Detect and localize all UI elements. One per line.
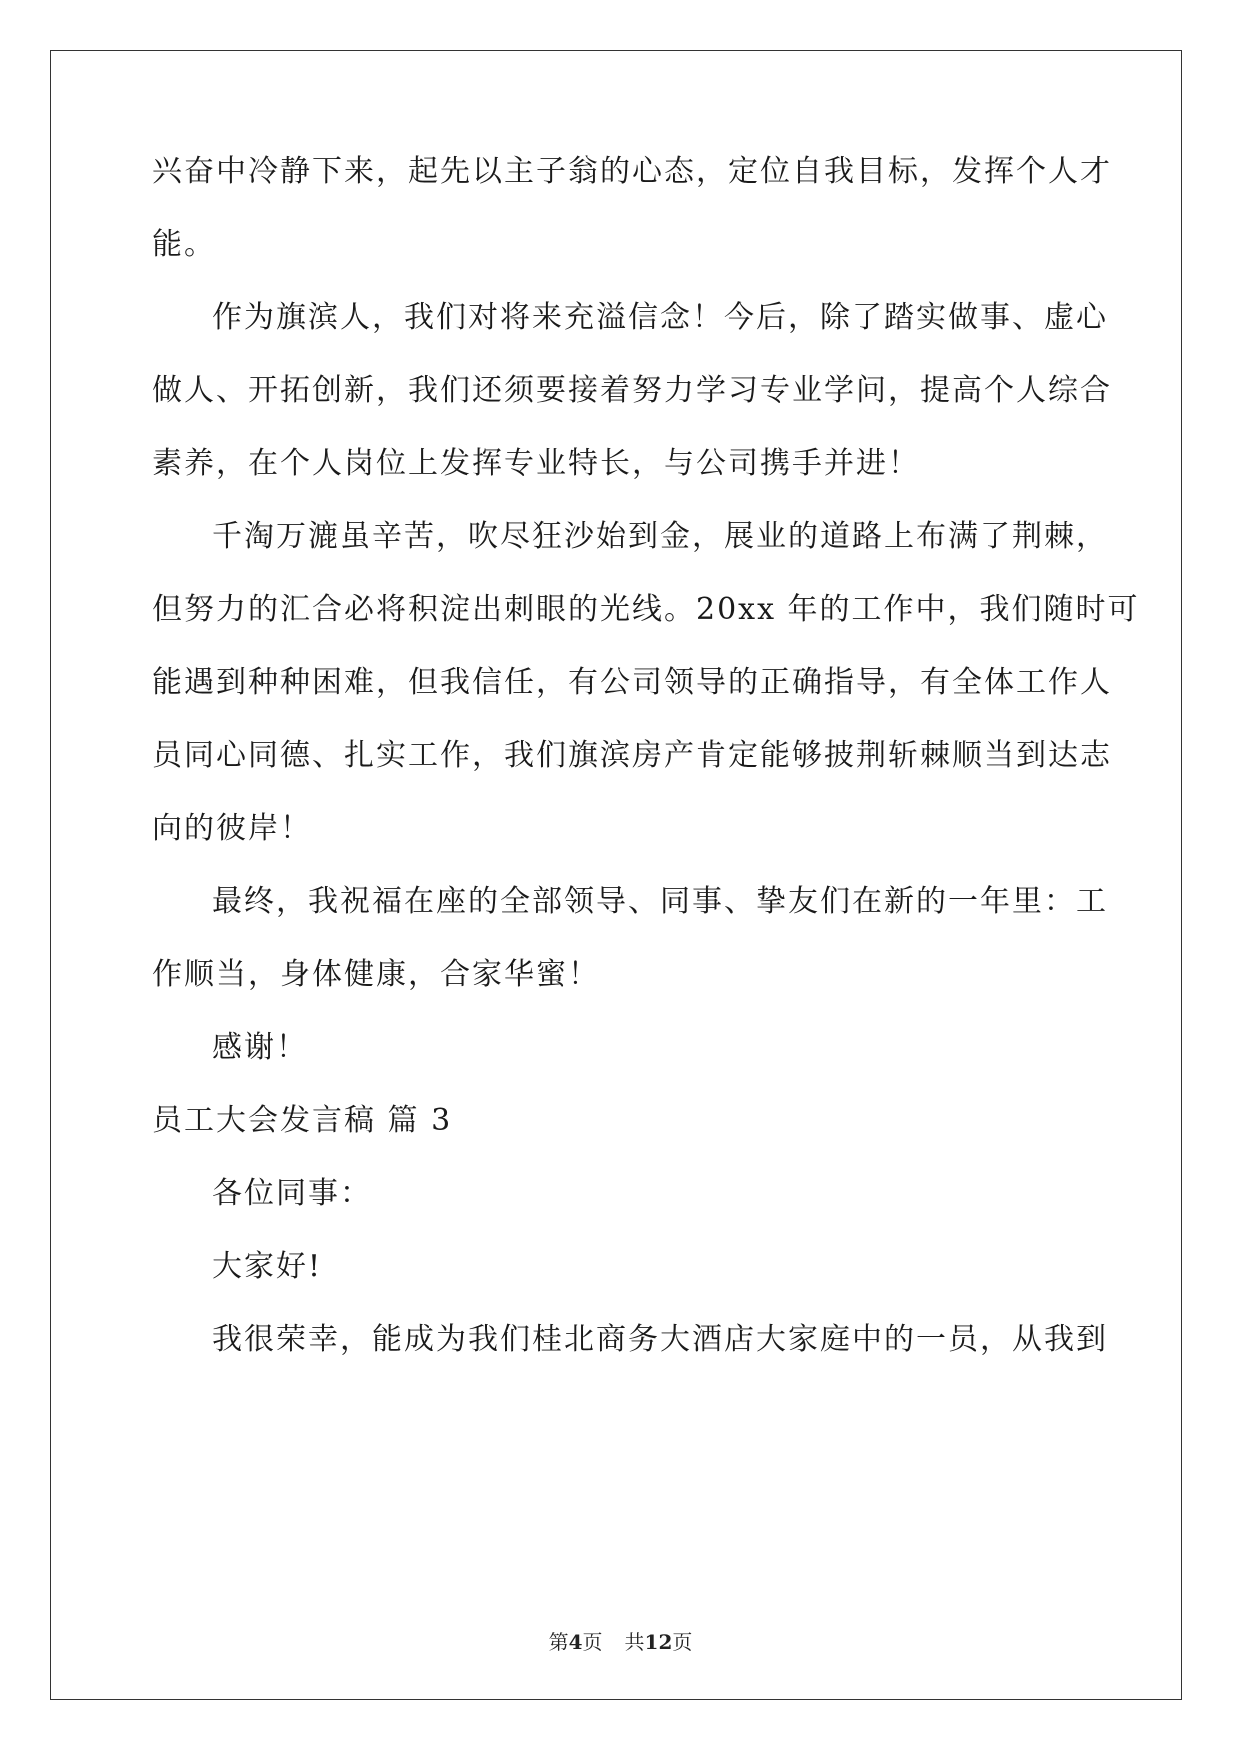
paragraph-line: 做人、开拓创新，我们还须要接着努力学习专业学问，提高个人综合 xyxy=(152,373,1112,408)
total-prefix: 共 xyxy=(624,1630,645,1654)
paragraph-line: 作顺当，身体健康，合家华蜜！ xyxy=(152,957,600,992)
paragraph-line: 能遇到种种困难，但我信任，有公司领导的正确指导，有全体工作人 xyxy=(152,665,1112,700)
paragraph-line: 感谢！ xyxy=(212,1030,308,1065)
page-prefix: 第 xyxy=(548,1630,569,1654)
paragraph-line: 能。 xyxy=(152,227,216,262)
greeting: 大家好! xyxy=(212,1249,323,1284)
paragraph-line: 素养，在个人岗位上发挥专业特长，与公司携手并进！ xyxy=(152,446,920,481)
paragraph-line: 千淘万漉虽辛苦，吹尽狂沙始到金，展业的道路上布满了荆棘， xyxy=(212,519,1108,554)
paragraph-line: 但努力的汇合必将积淀出刺眼的光线。20xx 年的工作中，我们随时可 xyxy=(152,592,1140,627)
salutation: 各位同事： xyxy=(212,1176,372,1211)
total-pages: 12 xyxy=(644,1630,673,1654)
paragraph-line: 作为旗滨人，我们对将来充溢信念！今后，除了踏实做事、虚心 xyxy=(212,300,1108,335)
page-suffix: 页 xyxy=(582,1630,603,1654)
paragraph-line: 员同心同德、扎实工作，我们旗滨房产肯定能够披荆斩棘顺当到达志 xyxy=(152,738,1112,773)
page-number: 4 xyxy=(568,1630,583,1654)
section-heading: 员工大会发言稿 篇 3 xyxy=(152,1103,453,1138)
page-footer xyxy=(0,1628,1241,1656)
paragraph-line: 兴奋中冷静下来，起先以主子翁的心态，定位自我目标，发挥个人才 xyxy=(152,154,1112,189)
total-suffix: 页 xyxy=(672,1630,693,1654)
paragraph-line: 我很荣幸，能成为我们桂北商务大酒店大家庭中的一员，从我到 xyxy=(212,1322,1108,1357)
paragraph-line: 最终，我祝福在座的全部领导、同事、挚友们在新的一年里：工 xyxy=(212,884,1108,919)
paragraph-line: 向的彼岸！ xyxy=(152,811,312,846)
